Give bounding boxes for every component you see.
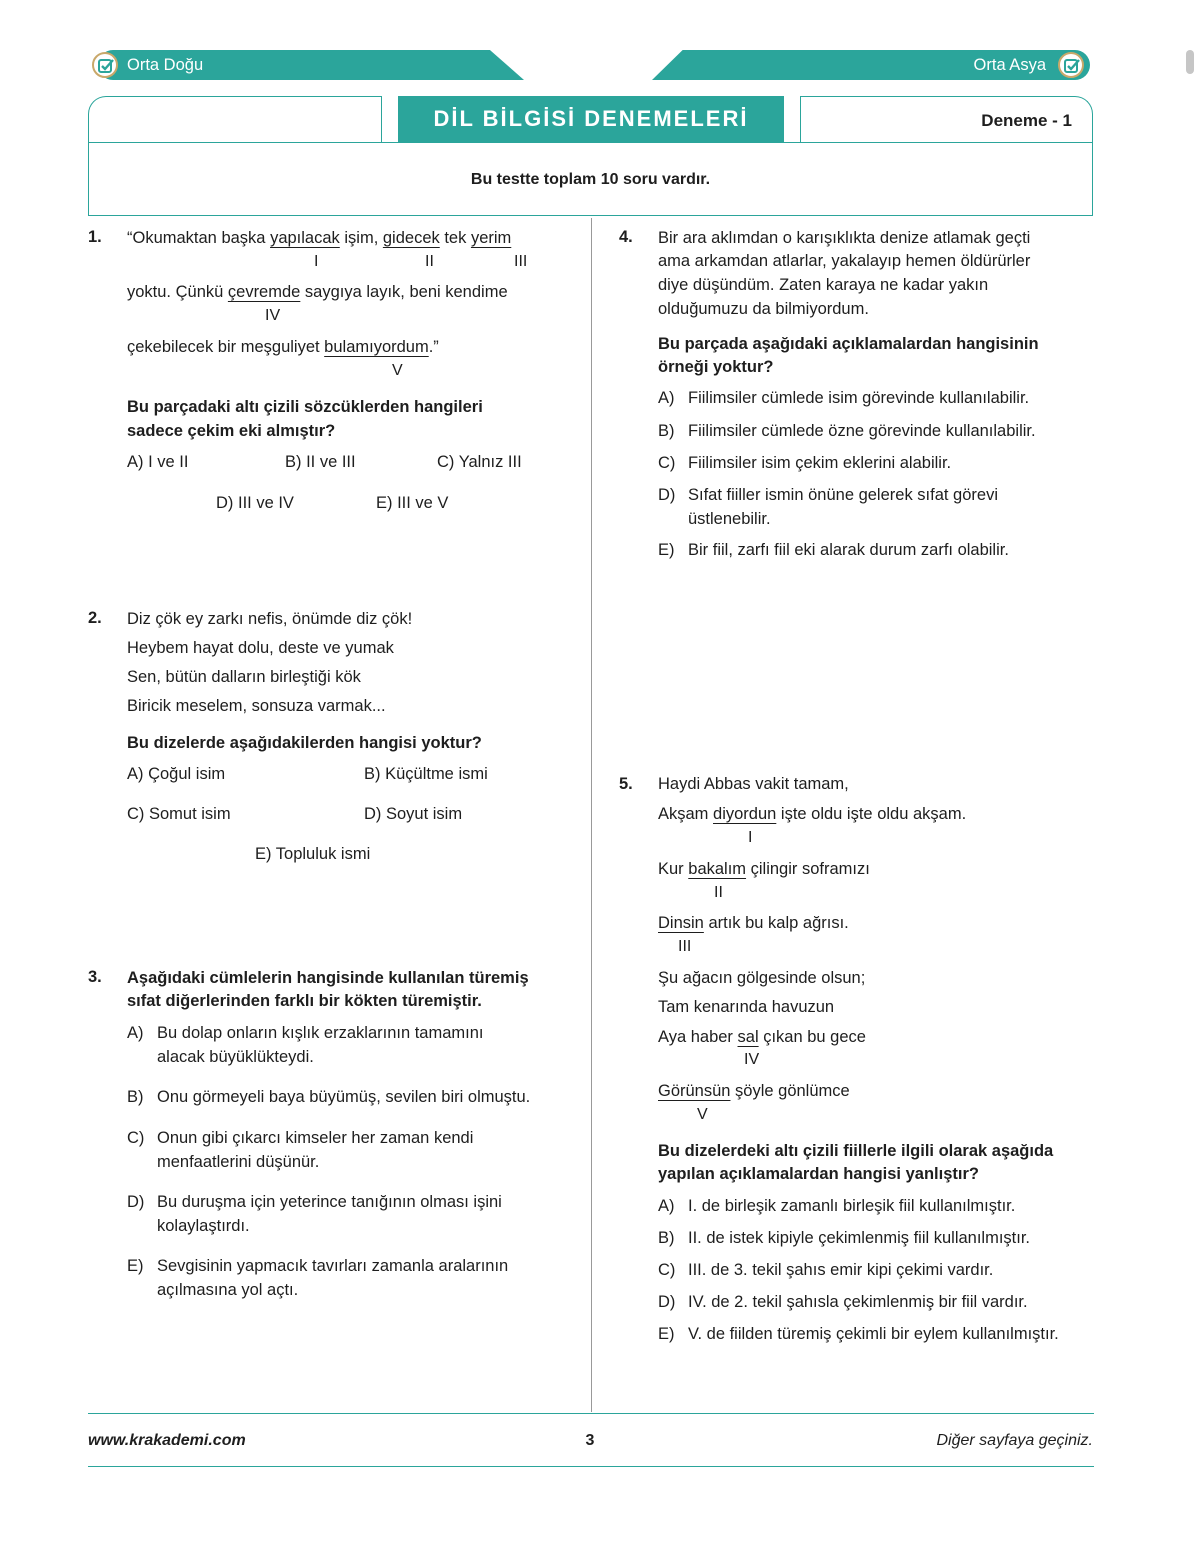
poem-line: Dinsin artık bu kalp ağrısı. (658, 914, 849, 932)
page-title: DİL BİLGİSİ DENEMELERİ (398, 96, 784, 142)
question-number: 2. (88, 609, 102, 627)
question-number: 1. (88, 228, 102, 246)
roman-numeral: II (714, 884, 723, 901)
roman-numeral: III (678, 938, 692, 955)
question-prompt: sıfat diğerlerinden farklı bir kökten türemiştir. (127, 992, 482, 1010)
roman-numeral: I (748, 829, 753, 846)
answer-option[interactable]: A) Fiilimsiler cümlede isim görevinde kullanılabilir. (658, 389, 1030, 407)
answer-option[interactable]: D) Soyut isim (364, 805, 463, 823)
next-page-note: Diğer sayfaya geçiniz. (936, 1432, 1093, 1449)
answer-option[interactable]: B) II. de istek kipiyle çekimlenmiş fiil kullanılmıştır. (658, 1229, 1031, 1247)
answer-option[interactable]: E) V. de fiilden türemiş çekimli bir eylem kullanılmıştır. (658, 1325, 1059, 1343)
answer-option[interactable]: B) II ve III (285, 453, 356, 471)
q1-line-1: “Okumaktan başka yapılacak işim, gidecek tek yerim (127, 229, 512, 247)
footer-website[interactable]: www.krakademi.com (88, 1432, 246, 1449)
roman-numeral: IV (265, 307, 281, 324)
q1-line-3: çekebilecek bir meşguliyet bulamıyordum.” (127, 338, 439, 356)
question-number: 3. (88, 968, 102, 986)
footer-rule (88, 1466, 1094, 1467)
roman-numeral: V (697, 1106, 708, 1123)
answer-option[interactable]: E) Topluluk ismi (255, 845, 371, 863)
answer-option[interactable]: C) III. de 3. tekil şahıs emir kipi çekimi vardır. (658, 1261, 994, 1279)
right-tab-label: Orta Asya (973, 56, 1046, 74)
answer-option[interactable]: A) I. de birleşik zamanlı birleşik fiil kullanılmıştır. (658, 1197, 1016, 1215)
answer-option[interactable]: D) Bu duruşma için yeterince tanığının olması işini kolaylaştırdı. (127, 1193, 502, 1235)
roman-numeral: I (314, 253, 319, 270)
paragraph-line: Bir ara aklımdan o karışıklıkta denize atlamak geçti (658, 229, 1031, 247)
footer-rule (88, 1413, 1094, 1414)
poem-line: Aya haber sal çıkan bu gece (658, 1028, 866, 1046)
question-prompt: Aşağıdaki cümlelerin hangisinde kullanılan türemiş (127, 969, 529, 987)
poem-line: Haydi Abbas vakit tamam, (658, 775, 849, 793)
roman-numeral: II (425, 253, 434, 270)
info-text: Bu testte toplam 10 soru vardır. (470, 171, 711, 188)
question-prompt: örneği yoktur? (658, 358, 774, 376)
page-number: 3 (585, 1432, 595, 1449)
answer-option[interactable]: C) Yalnız III (437, 453, 522, 471)
poem-line: Görünsün şöyle gönlümce (658, 1082, 850, 1100)
column-divider (591, 218, 592, 1412)
poem-line: Heybem hayat dolu, deste ve yumak (127, 639, 394, 657)
poem-line: Kur bakalım çilingir soframızı (658, 860, 870, 878)
paragraph-line: olduğumuzu da bilmiyordum. (658, 300, 869, 318)
answer-option[interactable]: C) Somut isim (127, 805, 231, 823)
paragraph-line: ama arkamdan atlarlar, yakalayıp hemen öldürürler (658, 252, 1031, 270)
answer-option[interactable]: E) Sevgisinin yapmacık tavırları zamanla aralarının açılmasına yol açtı. (127, 1257, 509, 1299)
question-prompt: Bu dizelerdeki altı çizili fiillerle ilgili olarak aşağıda (658, 1142, 1054, 1160)
question-prompt: Bu dizelerde aşağıdakilerden hangisi yoktur? (127, 734, 482, 752)
answer-option[interactable]: B) Fiilimsiler cümlede özne görevinde kullanılabilir. (658, 422, 1036, 440)
answer-option[interactable]: D) Sıfat fiiller ismin önüne gelerek sıfat görevi üstlenebilir. (658, 486, 998, 528)
answer-option[interactable]: D) III ve IV (216, 494, 294, 512)
roman-numeral: III (514, 253, 528, 270)
poem-line: Tam kenarında havuzun (658, 998, 835, 1016)
question-prompt: sadece çekim eki almıştır? (127, 422, 336, 440)
poem-line: Sen, bütün dalların birleştiği kök (127, 668, 361, 686)
answer-option[interactable]: C) Fiilimsiler isim çekim eklerini alabilir. (658, 454, 952, 472)
poem-line: Şu ağacın gölgesinde olsun; (658, 969, 866, 987)
question-number: 5. (619, 775, 633, 793)
poem-line: Biricik meselem, sonsuza varmak... (127, 697, 386, 715)
scrollbar-thumb[interactable] (1186, 50, 1194, 74)
question-prompt: Bu parçadaki altı çizili sözcüklerden hangileri (127, 398, 483, 416)
left-tab-label: Orta Doğu (127, 56, 204, 74)
answer-option[interactable]: C) Onun gibi çıkarcı kimseler her zaman kendi menfaatlerini düşünür. (127, 1129, 474, 1171)
q1-line-2: yoktu. Çünkü çevremde saygıya layık, beni kendime (127, 283, 508, 301)
check-icon (1058, 51, 1084, 77)
test-label: Deneme - 1 (981, 111, 1072, 130)
answer-option[interactable]: E) III ve V (376, 494, 449, 512)
header-left-box (88, 96, 382, 144)
answer-option[interactable]: B) Küçültme ismi (364, 765, 488, 783)
roman-numeral: V (392, 362, 403, 379)
answer-option[interactable]: A) I ve II (127, 453, 189, 471)
roman-numeral: IV (744, 1051, 760, 1068)
answer-option[interactable]: E) Bir fiil, zarfı fiil eki alarak durum zarfı olabilir. (658, 541, 1009, 559)
answer-option[interactable]: A) Çoğul isim (127, 765, 226, 783)
paragraph-line: diye düşündüm. Zaten karaya ne kadar yakın (658, 276, 989, 294)
answer-option[interactable]: A) Bu dolap onların kışlık erzaklarının tamamını alacak büyüklükteydi. (127, 1024, 484, 1066)
question-prompt: Bu parçada aşağıdaki açıklamalardan hangisinin (658, 335, 1039, 353)
poem-line: Akşam diyordun işte oldu işte oldu akşam. (658, 805, 967, 823)
question-prompt: yapılan açıklamalardan hangisi yanlıştır? (658, 1165, 979, 1183)
question-number: 4. (619, 228, 633, 246)
answer-option[interactable]: D) IV. de 2. tekil şahısla çekimlenmiş bir fiil vardır. (658, 1293, 1028, 1311)
answer-option[interactable]: B) Onu görmeyeli baya büyümüş, sevilen biri olmuştu. (127, 1088, 531, 1106)
poem-line: Diz çök ey zarkı nefis, önümde diz çök! (127, 610, 413, 628)
